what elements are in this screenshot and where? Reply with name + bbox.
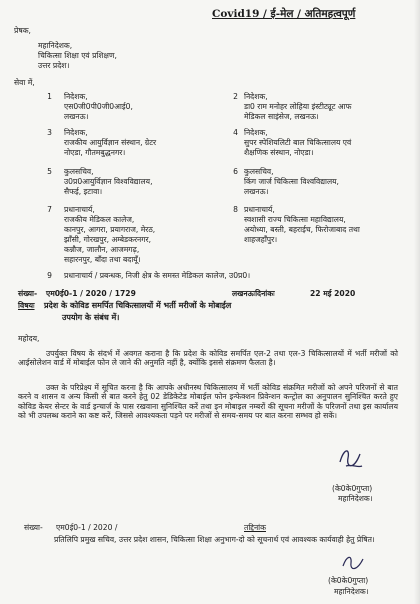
recipient-line: डा0 राम मनोहर लोहिया इंस्टीट्यूट आफ [244, 102, 352, 111]
sender-line: महानिदेशक, [38, 41, 73, 50]
copy-text: प्रतिलिपि प्रमुख सचिव, उत्तर प्रदेश शासन, चिकित्सा शिक्षा अनुभाग-दो को सूचनार्थ एवं आवश्यक कार्यवाही हेतु प्रेषित। [54, 535, 375, 544]
recipient-line: राजकीय मेडिकल कालेज, [64, 215, 135, 224]
recipient-line: किंग जार्ज चिकित्सा विश्वविद्यालय, [244, 177, 339, 186]
recipient-line: उ0प्र0आयुर्विज्ञान विश्वविद्यालय, [64, 177, 153, 186]
signatory-name: (के0के0गुप्ता) [328, 576, 369, 585]
recipient-number: 2 [233, 92, 238, 101]
recipient-line: निदेशक, [244, 92, 268, 101]
to-label: सेवा में, [14, 78, 35, 87]
recipient-line: कुलसचिव, [244, 167, 274, 176]
body-paragraph-2: उक्त के परिप्रेक्ष्य में सूचित करना है कि आपके अधीनस्थ चिकित्सालय में भर्ती कोविड संक्रमित मरीजों को अपने परिजनों से बात करने व शासन व अन्य किसी से बात करने हेतु 02 डेडिकेटेड मोबाईल फोन इन्फेक्शन प्रिवेन्शन कन्ट्रोल का अनुपालन सुनिश्चित करते हुए कोविड केयर सेन्टर के वार्ड इन्चार्ज के पास रखवाना सुनिश्चित करें तथा इन मोबाइल नम्बरों की सूचना मरीजों के परिजनों तथा इस कार्यालय को भी उपलब्ध कराने का कष्ट करें, जिससे आवश्यकता पड़ने पर मरीजों से समय-समय पर बात करना सम्भव हो सकें। [18, 383, 398, 421]
recipient-line: अयोध्या, बस्ती, बहराईच, फिरोजाबाद तथा [244, 225, 360, 234]
recipient-line: सहारनपुर, बाँदा तथा बदायूँ। [64, 255, 141, 264]
recipient-number: 7 [47, 205, 52, 214]
subject-text-continued: उपयोग के संबंध में। [62, 313, 120, 322]
recipient-line: प्रधानाचार्य, [64, 205, 95, 214]
recipient-line: निदेशक, [64, 128, 88, 137]
signatory-title: महानिदेशक। [334, 587, 369, 596]
recipient-line: सैफई, इटावा। [64, 187, 103, 196]
recipient-number: 1 [47, 92, 52, 101]
sender-line: उत्तर प्रदेश। [38, 61, 70, 70]
recipient-line: प्रधानाचार्य / प्रबन्धक, निजी क्षेत्र के समस्त मेडिकल कालेज, उ0प्र0। [64, 271, 251, 280]
recipient-line: नोएडा, गौतमबुद्धनगर। [64, 148, 126, 157]
recipient-line: कुलसचिव, [64, 167, 94, 176]
recipient-line: एस0जी0पी0जी0आई0, [64, 102, 133, 111]
sender-line: चिकित्सा शिक्षा एवं प्रशिक्षण, [38, 51, 117, 60]
recipient-number: 3 [47, 128, 52, 137]
signatory-name: (के0के0गुप्ता) [332, 484, 373, 493]
recipient-line: कानपुर, आगरा, प्रयागराज, मेरठ, [64, 225, 156, 234]
ref-label: संख्या- [18, 289, 38, 298]
recipient-line: सुपर स्पेशियलिटी बाल चिकित्सालय एवं [244, 138, 352, 147]
recipient-number: 6 [233, 167, 238, 176]
copy-ref-label: संख्या- [24, 523, 43, 532]
signatory-title: महानिदेशक। [338, 494, 373, 503]
subject-label: विषयः [18, 301, 35, 310]
recipient-line: शाहजहाँपुर। [244, 235, 278, 244]
recipient-line: झाँसी, गोरखपुर, अम्बेडकरनगर, [64, 235, 152, 244]
recipient-number: 9 [47, 271, 52, 280]
document-header: Covid19 / ई-मेल / अतिमहत्वपूर्ण [212, 8, 356, 20]
copy-date: तद्दिनांक [244, 523, 266, 532]
salutation: महोदय, [18, 334, 40, 343]
recipient-number: 4 [233, 128, 238, 137]
recipient-line: स्वशासी राज्य चिकित्सा महाविद्यालय, [244, 215, 346, 224]
signature-mark [340, 552, 368, 574]
recipient-line: प्रधानाचार्य, [244, 205, 275, 214]
copy-ref-number: एम0ई0-1 / 2020 / [56, 523, 118, 532]
ref-number: एम0ई0-1 / 2020 / 1729 [46, 289, 136, 298]
recipient-line: लखनऊ। [244, 187, 269, 196]
ref-date: 22 मई 2020 [310, 289, 356, 298]
recipient-line: शैक्षणिक संस्थान, नोएडा। [244, 148, 314, 157]
page-edge-shadow [414, 0, 420, 604]
recipient-number: 8 [233, 205, 238, 214]
recipient-line: निदेशक, [64, 92, 88, 101]
body-paragraph-1: उपर्युक्त विषय के संदर्भ में अवगत कराना है कि प्रदेश के कोविड समर्पित एल-2 तथा एल-3 चिकित्सालयों में भर्ती मरीजों को आईसोलेशन वार्ड में मोबाईल फोन ले जाने की अनुमति नहीं है, क्योंकि इससे संक्रमण फैलता है। [18, 349, 398, 368]
recipient-line: कन्नौज, जालौन, आजमगढ़, [64, 245, 140, 254]
ref-date-label: लखनऊःदिनांकः [232, 289, 275, 298]
subject-text: प्रदेश के कोविड समर्पित चिकित्सालयों में भर्ती मरीजों के मोबाईल [44, 301, 232, 310]
sender-label: प्रेषक, [14, 26, 31, 35]
recipient-line: राजकीय आयुर्विज्ञान संस्थान, ग्रेटर [64, 138, 157, 147]
recipient-number: 5 [47, 167, 52, 176]
recipient-line: मेडिकल साइंसेज, लखनऊ। [244, 112, 319, 121]
recipient-line: लखनऊ। [64, 112, 89, 121]
recipient-line: निदेशक, [244, 128, 268, 137]
signature-mark [336, 444, 366, 476]
